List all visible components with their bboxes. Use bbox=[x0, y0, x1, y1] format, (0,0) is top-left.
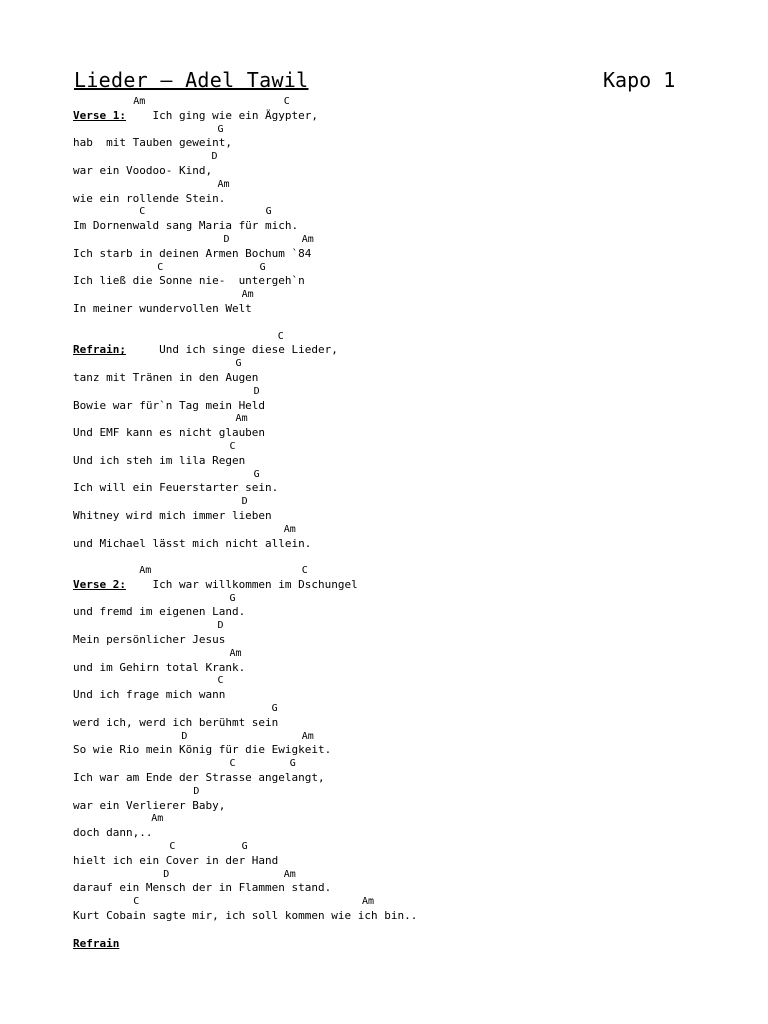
lyric-text: Ich will ein Feuerstarter sein. bbox=[73, 481, 279, 495]
lyric-text: wie ein rollende Stein. bbox=[73, 191, 226, 205]
lyric-text: Bowie war für`n Tag mein Held bbox=[73, 398, 266, 412]
lyric-line bbox=[73, 771, 733, 785]
capo-indicator: Kapo 1 bbox=[603, 68, 676, 92]
lyric-text: Und EMF kann es nicht glauben bbox=[73, 426, 266, 440]
section-label: Verse 2: bbox=[73, 577, 126, 591]
lyric-text: werd ich, werd ich berühmt sein bbox=[73, 715, 279, 729]
lyric-line bbox=[73, 219, 733, 233]
lyric-text: Ich war am Ende der Strasse angelangt, bbox=[73, 771, 325, 785]
chord-sheet bbox=[73, 95, 733, 950]
blank-line bbox=[73, 316, 733, 330]
lyric-text: und im Gehirn total Krank. bbox=[73, 660, 246, 674]
lyric-line bbox=[73, 509, 733, 523]
lyric-text: Ich ging wie ein Ägypter, bbox=[125, 108, 319, 122]
lyric-line bbox=[73, 399, 733, 413]
section-label: Verse 1: bbox=[73, 108, 126, 122]
lyric-text: doch dann,.. bbox=[73, 826, 153, 840]
chord-line: D bbox=[73, 620, 224, 632]
lyric-line bbox=[73, 192, 733, 206]
lyric-line bbox=[73, 481, 733, 495]
chord-line: D Am bbox=[73, 868, 296, 880]
chord-line: G bbox=[73, 592, 236, 604]
chord-line: D bbox=[73, 151, 218, 163]
blank-line bbox=[73, 923, 733, 937]
lyric-text: war ein Voodoo- Kind, bbox=[73, 163, 213, 177]
lyric-text: hab mit Tauben geweint, bbox=[73, 136, 232, 150]
lyric-line bbox=[73, 371, 733, 385]
chord-line: Am bbox=[73, 813, 164, 825]
lyric-line bbox=[73, 799, 733, 813]
lyric-text: war ein Verlierer Baby, bbox=[73, 798, 226, 812]
lyric-text: und Michael lässt mich nicht allein. bbox=[73, 536, 312, 550]
lyric-text: Whitney wird mich immer lieben bbox=[73, 508, 272, 522]
lyric-text: Kurt Cobain sagte mir, ich soll kommen wie ich bin.. bbox=[73, 909, 418, 923]
chord-line: G bbox=[73, 468, 260, 480]
chord-line: C G bbox=[73, 261, 266, 273]
chord-line: Am C bbox=[73, 96, 290, 107]
lyric-line bbox=[73, 661, 733, 675]
chord-line: G bbox=[73, 123, 224, 135]
lyric-text: Mein persönlicher Jesus bbox=[73, 633, 226, 647]
chord-line: Am bbox=[73, 413, 248, 425]
chord-line: D bbox=[73, 496, 248, 508]
lyric-line bbox=[73, 247, 733, 261]
lyric-line bbox=[73, 937, 733, 951]
lyric-text: hielt ich ein Cover in der Hand bbox=[73, 853, 279, 867]
blank-line bbox=[73, 550, 733, 564]
lyric-line bbox=[73, 537, 733, 551]
chord-line: C bbox=[73, 330, 284, 342]
lyric-text: tanz mit Tränen in den Augen bbox=[73, 370, 259, 384]
lyric-line bbox=[73, 136, 733, 150]
chord-line: D bbox=[73, 385, 260, 397]
chord-line: G bbox=[73, 358, 242, 370]
lyric-line bbox=[73, 164, 733, 178]
lyric-line bbox=[73, 688, 733, 702]
chord-line: C bbox=[73, 440, 236, 452]
chord-line: Am bbox=[73, 523, 296, 535]
chord-line: C G bbox=[73, 206, 272, 218]
chord-line: C G bbox=[73, 841, 248, 853]
chord-line: G bbox=[73, 703, 278, 715]
lyric-text: Ich war willkommen im Dschungel bbox=[125, 577, 358, 591]
lyric-text: Ich ließ die Sonne nie- untergeh`n bbox=[73, 274, 305, 288]
lyric-line bbox=[73, 109, 733, 123]
lyric-line bbox=[73, 343, 733, 357]
chord-line: Am bbox=[73, 647, 242, 659]
lyric-line bbox=[73, 605, 733, 619]
lyric-line bbox=[73, 578, 733, 592]
chord-line: Am bbox=[73, 289, 254, 301]
chord-line: D Am bbox=[73, 730, 314, 742]
lyric-text: darauf ein Mensch der in Flammen stand. bbox=[73, 881, 332, 895]
chord-line: C bbox=[73, 675, 224, 687]
chord-line: C G bbox=[73, 758, 296, 770]
chord-line: Am bbox=[73, 178, 230, 190]
lyric-text: Und ich steh im lila Regen bbox=[73, 453, 246, 467]
lyric-line bbox=[73, 909, 733, 923]
chord-line: C Am bbox=[73, 896, 375, 908]
lyric-line bbox=[73, 716, 733, 730]
chord-line: D bbox=[73, 785, 200, 797]
lyric-line bbox=[73, 274, 733, 288]
lyric-text: So wie Rio mein König für die Ewigkeit. bbox=[73, 743, 332, 757]
lyric-text: Und ich frage mich wann bbox=[73, 688, 226, 702]
lyric-line bbox=[73, 854, 733, 868]
lyric-text: In meiner wundervollen Welt bbox=[73, 301, 252, 315]
lyric-line bbox=[73, 302, 733, 316]
song-title: Lieder – Adel Tawil bbox=[74, 68, 309, 92]
lyric-text: Und ich singe diese Lieder, bbox=[125, 343, 338, 357]
lyric-line bbox=[73, 454, 733, 468]
chord-line: Am C bbox=[73, 565, 308, 577]
section-label: Refrain bbox=[73, 936, 120, 950]
lyric-text: und fremd im eigenen Land. bbox=[73, 605, 246, 619]
lyric-text: Ich starb in deinen Armen Bochum `84 bbox=[73, 246, 312, 260]
lyric-line bbox=[73, 826, 733, 840]
lyric-line bbox=[73, 426, 733, 440]
section-label: Refrain; bbox=[73, 343, 126, 357]
chord-line: D Am bbox=[73, 233, 314, 245]
lyric-line bbox=[73, 633, 733, 647]
lyric-text: Im Dornenwald sang Maria für mich. bbox=[73, 219, 299, 233]
lyric-line bbox=[73, 881, 733, 895]
lyric-line bbox=[73, 743, 733, 757]
